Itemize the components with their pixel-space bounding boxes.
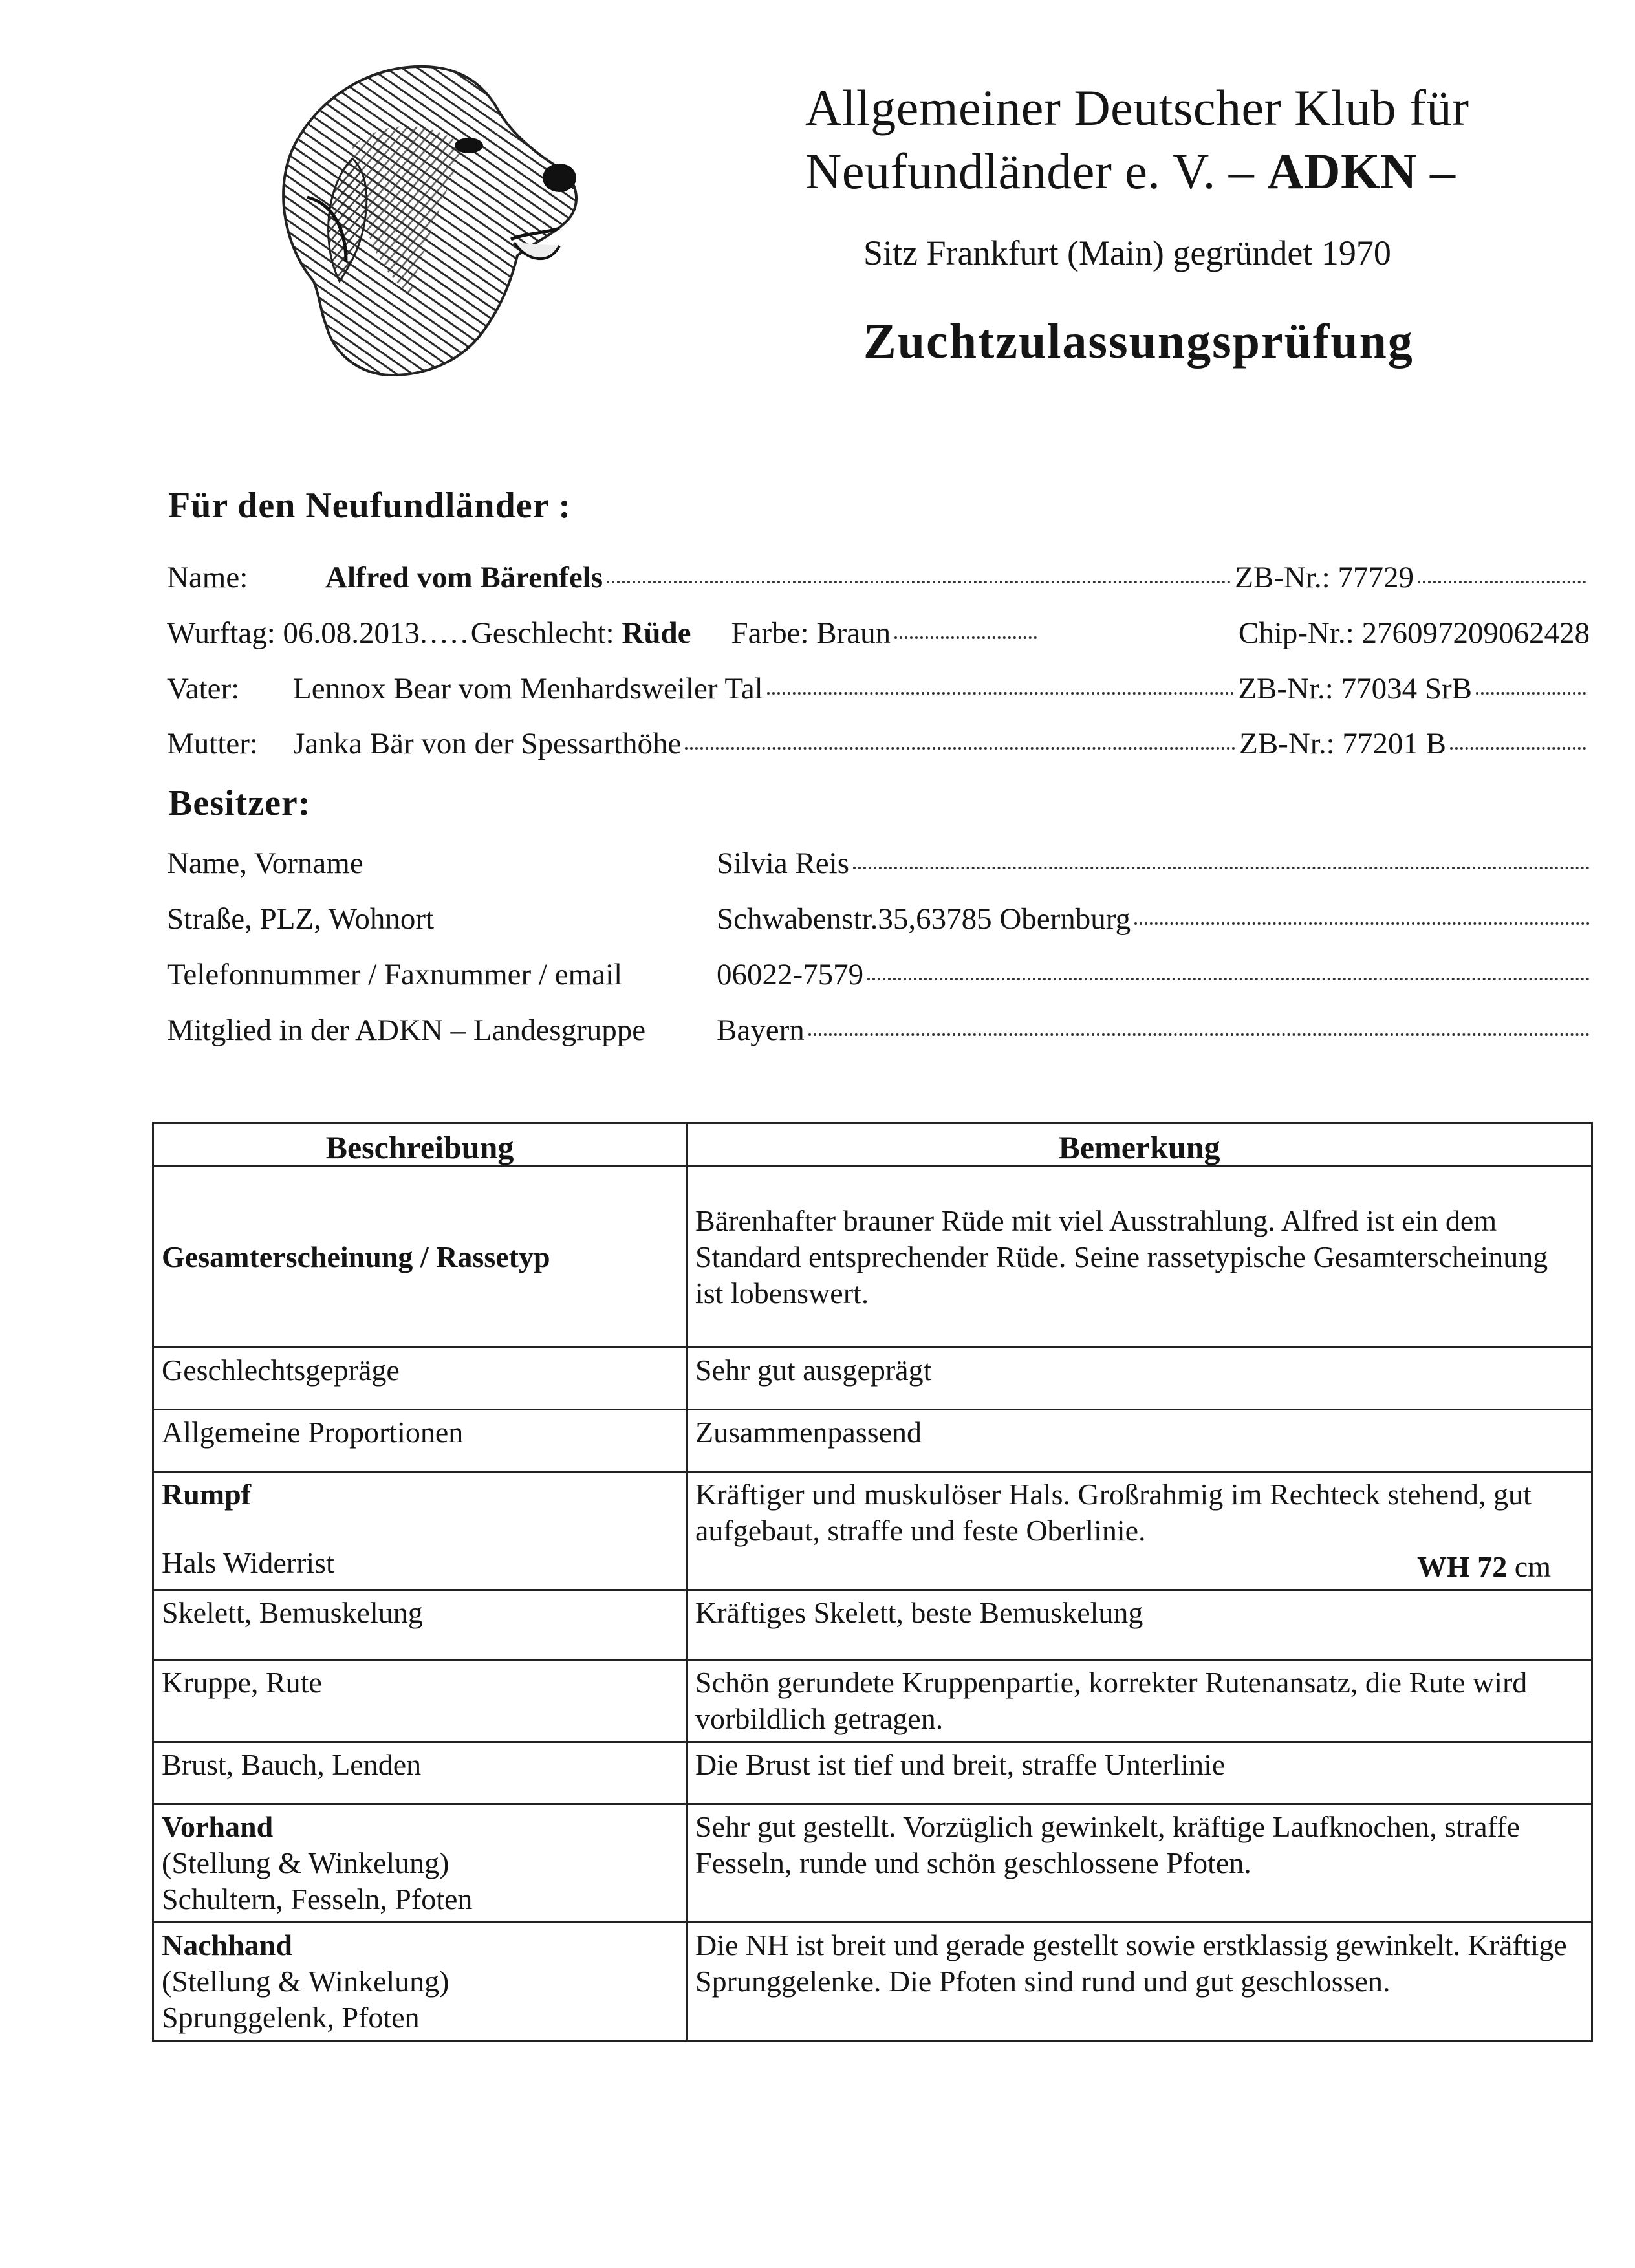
dog-section-title: Für den Neufundländer :: [168, 486, 572, 526]
owner-row-label: Name, Vorname: [167, 847, 363, 880]
dog-zb-label: ZB-Nr.:: [1235, 561, 1330, 594]
row-remark: Kräftiges Skelett, beste Bemuskelung: [687, 1590, 1592, 1660]
table-row: [153, 1472, 1592, 1590]
dotted-leader: [1418, 580, 1586, 583]
owner-section-title: Besitzer:: [168, 783, 311, 823]
vater-label: Vater:: [167, 672, 240, 706]
table-row: [153, 1742, 1592, 1804]
club-title-line2-prefix: Neufundländer e. V. –: [805, 143, 1255, 199]
dotted-leader: [853, 867, 1590, 869]
row-remark: Schön gerundete Kruppenpartie, korrekter Rutenansatz, die Rute wird vorbildlich getragen.: [687, 1660, 1592, 1742]
club-title-line2: [805, 140, 1469, 203]
table-row: [153, 1590, 1592, 1660]
club-title: [805, 76, 1469, 203]
header-beschreibung: Beschreibung: [153, 1123, 687, 1167]
chip-label: Chip-Nr.:: [1238, 616, 1354, 650]
row-remark: Kräftiger und muskulöser Hals. Großrahmig im Rechteck stehend, gut aufgebaut, straffe und feste Oberlinie.: [695, 1478, 1532, 1547]
owner-row: [167, 957, 1590, 999]
row-sub: Kruppe, Rute: [153, 1660, 687, 1742]
row-cell: [153, 1472, 687, 1590]
dotted-leader: [685, 746, 1235, 750]
table-row: [153, 1167, 1592, 1348]
table-row: [153, 1660, 1592, 1742]
dog-name-label: Name:: [167, 561, 248, 594]
row-sub: (Stellung & Winkelung): [162, 1965, 449, 1998]
row-title: Nachhand: [162, 1928, 292, 1961]
dotted-leader: [1450, 746, 1586, 750]
dotted-leader: [867, 978, 1590, 980]
row-sub: Brust, Bauch, Lenden: [153, 1742, 687, 1804]
dam-line: [167, 726, 1590, 768]
wurftag-value: 06.08.2013: [283, 616, 420, 650]
withers-height-unit: cm: [1514, 1550, 1551, 1583]
geschlecht-value: Rüde: [622, 616, 691, 650]
dotted-leader: [1476, 691, 1586, 695]
farbe-value: Braun: [816, 616, 891, 650]
dog-name-value: Alfred vom Bärenfels: [325, 561, 603, 594]
table-row: [153, 1410, 1592, 1472]
mutter-zb-value: 77201 B: [1342, 727, 1446, 761]
owner-row: [167, 902, 1590, 943]
owner-row-value: Silvia Reis: [717, 847, 849, 880]
row-remark: Sehr gut gestellt. Vorzüglich gewinkelt, kräftige Laufknochen, straffe Fesseln, runde und schön geschlossene Pfoten.: [687, 1804, 1592, 1923]
row-sub2: Schultern, Fesseln, Pfoten: [162, 1883, 473, 1916]
row-sub: Skelett, Bemuskelung: [153, 1590, 687, 1660]
form-title: Zuchtzulassungsprüfung: [863, 314, 1414, 369]
mutter-zb-label: ZB-Nr.:: [1239, 727, 1335, 761]
farbe-label: Farbe:: [731, 616, 809, 650]
owner-row-label: Mitglied in der ADKN – Landesgruppe: [167, 1013, 646, 1047]
vater-zb-label: ZB-Nr.:: [1238, 672, 1334, 706]
table-row: [153, 1923, 1592, 2041]
row-sub: Geschlechtsgepräge: [153, 1348, 687, 1410]
owner-row-value: 06022-7579: [717, 958, 864, 991]
sire-line: [167, 671, 1590, 713]
dog-zb-value: 77729: [1337, 561, 1414, 594]
table-header-row: [153, 1123, 1592, 1167]
dotted-leader: [607, 580, 1231, 583]
owner-row-label: Telefonnummer / Faxnummer / email: [167, 958, 623, 991]
table-row: [153, 1804, 1592, 1923]
row-remark: Zusammenpassend: [687, 1410, 1592, 1472]
row-sub: Hals Widerrist: [162, 1546, 334, 1579]
vater-value: Lennox Bear vom Menhardsweiler Tal: [293, 672, 763, 706]
club-title-line1: Allgemeiner Deutscher Klub für: [805, 80, 1469, 136]
dotted-leader: [894, 636, 1037, 639]
mutter-value: Janka Bär von der Spessarthöhe: [293, 727, 682, 761]
row-title: Gesamterscheinung / Rassetyp: [153, 1167, 687, 1348]
row-sub2: Sprunggelenk, Pfoten: [162, 2001, 420, 2034]
owner-row-value: Schwabenstr.35,63785 Obernburg: [717, 902, 1131, 936]
dotted-leader: [1134, 922, 1590, 925]
row-title: Rumpf: [162, 1478, 252, 1511]
owner-row-value: Bayern: [717, 1013, 805, 1047]
owner-row: [167, 1013, 1590, 1054]
row-remark: Bärenhafter brauner Rüde mit viel Ausstrahlung. Alfred ist ein dem Standard entsprechender Rüde. Seine rassetypische Gesamterscheinung ist lobenswert.: [687, 1167, 1592, 1348]
row-remark: Die NH ist breit und gerade gestellt sowie erstklassig gewinkelt. Kräftige Sprunggelenke. Die Pfoten sind rund und gut geschlossen.: [687, 1923, 1592, 2041]
dotted-leader: [808, 1033, 1590, 1036]
row-sub: Allgemeine Proportionen: [153, 1410, 687, 1472]
row-remark: Sehr gut ausgeprägt: [687, 1348, 1592, 1410]
mutter-label: Mutter:: [167, 727, 258, 761]
wurftag-label: Wurftag:: [167, 616, 276, 650]
newfoundland-dog-logo-icon: [255, 49, 585, 391]
withers-height: [695, 1549, 1583, 1585]
row-remark: Die Brust ist tief und breit, straffe Unterlinie: [687, 1742, 1592, 1804]
evaluation-table: [152, 1122, 1593, 2042]
club-abbreviation: ADKN –: [1267, 143, 1456, 199]
row-sub: (Stellung & Winkelung): [162, 1846, 449, 1879]
dog-birth-line: Wurftag: 06.08.2013 ..... Geschlecht: Rüde Farbe: Braun Chip-Nr.: 276097209062428: [167, 616, 1590, 650]
row-cell: [153, 1923, 687, 2041]
row-cell: [687, 1472, 1592, 1590]
owner-row: [167, 846, 1590, 887]
chip-value: 276097209062428: [1361, 616, 1590, 650]
dog-name-line: [167, 560, 1590, 601]
club-seat: Sitz Frankfurt (Main) gegründet 1970: [863, 233, 1391, 272]
vater-zb-value: 77034 SrB: [1341, 672, 1472, 706]
owner-row-label: Straße, PLZ, Wohnort: [167, 902, 435, 936]
table-row: [153, 1348, 1592, 1410]
geschlecht-label: Geschlecht:: [470, 616, 614, 650]
row-title: Vorhand: [162, 1810, 274, 1843]
row-cell: [153, 1804, 687, 1923]
header-bemerkung: Bemerkung: [687, 1123, 1592, 1167]
withers-height-value: WH 72: [1417, 1550, 1508, 1583]
dotted-leader: [767, 691, 1235, 695]
